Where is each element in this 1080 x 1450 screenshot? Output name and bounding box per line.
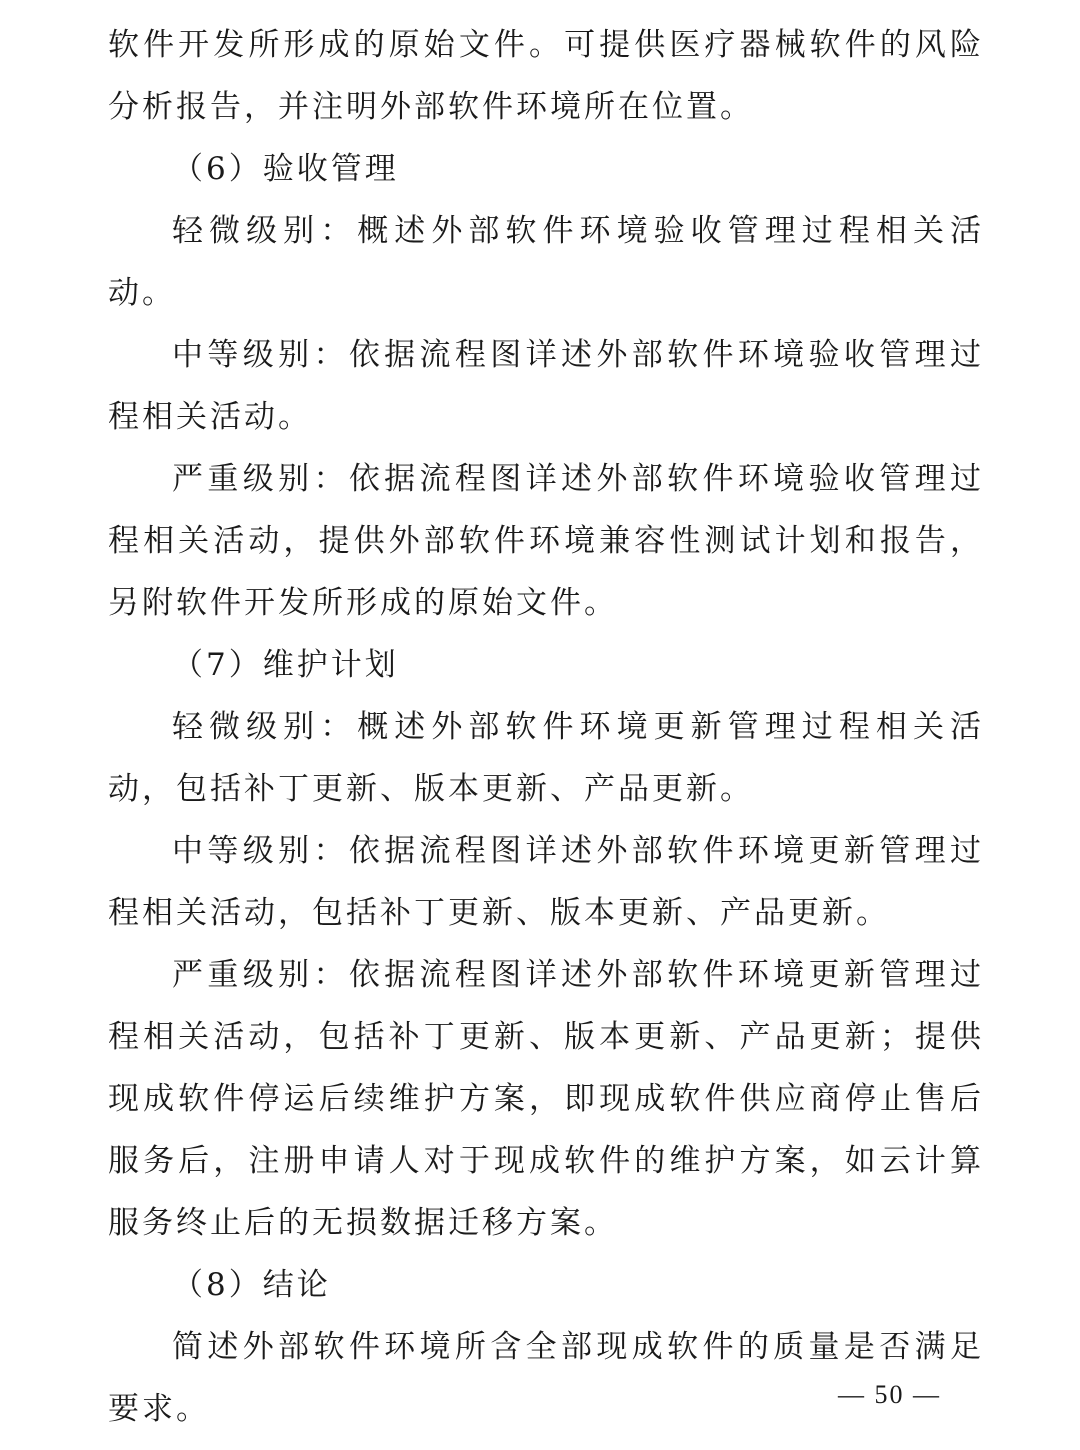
paragraph-maintenance-major: 严重级别：依据流程图详述外部软件环境更新管理过程相关活动，包括补丁更新、版本更新、产品更新；提供现成软件停运后续维护方案，即现成软件供应商停止售后服务后，注册申请人对于现成软件的维护方案，如云计算服务终止后的无损数据迁移方案。 <box>108 957 984 1241</box>
paragraph-acceptance-major: 严重级别：依据流程图详述外部软件环境验收管理过程相关活动，提供外部软件环境兼容性测试计划和报告，另附软件开发所形成的原始文件。 <box>108 461 984 621</box>
page-number: — 50 — <box>838 1380 941 1409</box>
paragraph-acceptance-moderate: 中等级别：依据流程图详述外部软件环境验收管理过程相关活动。 <box>108 337 984 435</box>
paragraph-continuation: 软件开发所形成的原始文件。可提供医疗器械软件的风险分析报告，并注明外部软件环境所在位置。 <box>108 27 984 125</box>
section-heading-maintenance: （7）维护计划 <box>172 647 399 683</box>
section-heading-conclusion: （8）结论 <box>172 1267 331 1303</box>
document-body <box>108 14 984 1440</box>
paragraph-maintenance-moderate: 中等级别：依据流程图详述外部软件环境更新管理过程相关活动，包括补丁更新、版本更新、产品更新。 <box>108 833 984 931</box>
paragraph-acceptance-minor: 轻微级别：概述外部软件环境验收管理过程相关活动。 <box>108 213 984 311</box>
paragraph-conclusion: 简述外部软件环境所含全部现成软件的质量是否满足要求。 <box>108 1329 984 1427</box>
section-heading-acceptance: （6）验收管理 <box>172 151 399 187</box>
paragraph-maintenance-minor: 轻微级别：概述外部软件环境更新管理过程相关活动，包括补丁更新、版本更新、产品更新。 <box>108 709 984 807</box>
